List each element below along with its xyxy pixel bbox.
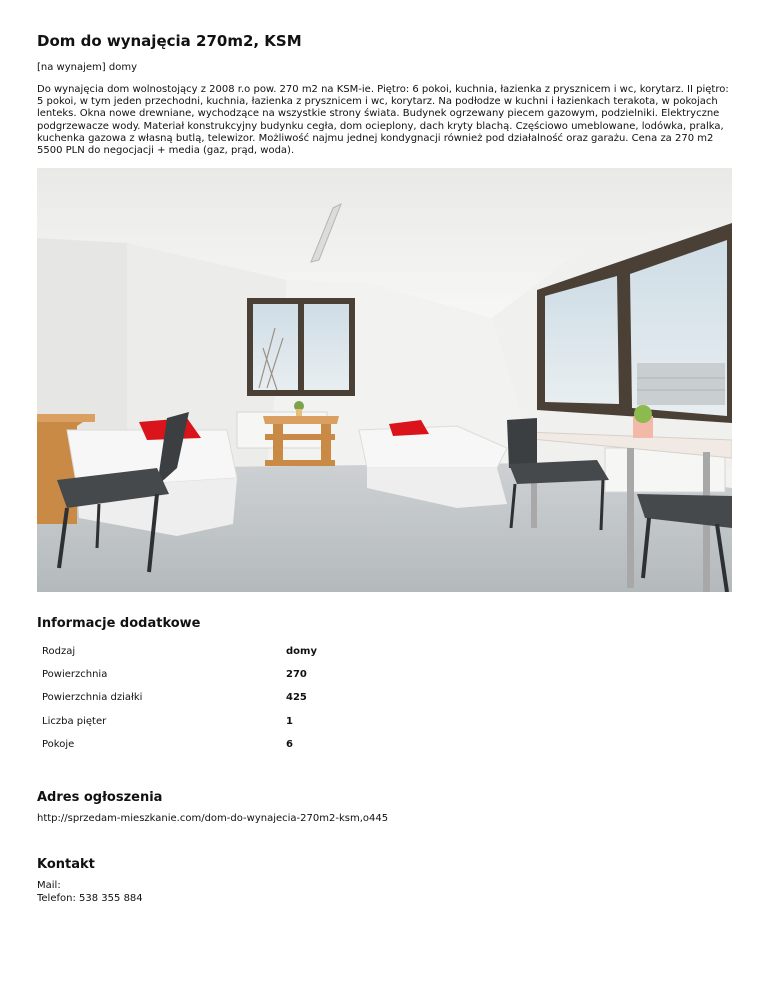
contact-phone [37, 893, 143, 904]
details-value: domy [286, 646, 317, 657]
listing-description: Do wynajęcia dom wolnostojący z 2008 r.o pow. 270 m2 na KSM-ie. Piętro: 6 pokoi, kuchnia, łazienka z prysznicem i wc, korytarz. II piętro: 5 pokoi, w tym jeden przechodni, kuchnia, łazienka z prysznicem i wc, korytarz. Na podłodze w kuchni i łazienkach terakota, w pokojach lenteks. Okna nowe drewniane, wychodzące na wszystkie strony świata. Budynek ogrzewany piecem gazowym, podzielniki. Elektryczne podgrzewacze wody. Materiał konstrukcyjny budynku cegła, dom ocieplony, dach kryty blachą. Częściowo umeblowane, lodówka, pralka, kuchenka gazowa z własną butlą, telewizor. Możliwość najmu jednej kondygnacji również pod działalność oraz garażu. Cena za 270 m2 5500 PLN do negocjacji + media (gaz, prąd, woda). [37, 84, 729, 157]
details-label: Rodzaj [42, 646, 76, 657]
contact-phone-number[interactable]: 538 355 884 [79, 893, 143, 904]
details-value: 6 [286, 739, 293, 750]
address-url[interactable]: http://sprzedam-mieszkanie.com/dom-do-wynajecia-270m2-ksm,o445 [37, 813, 389, 824]
details-label: Pokoje [42, 739, 75, 750]
details-label: Powierzchnia [42, 669, 108, 680]
details-value: 1 [286, 716, 293, 727]
listing-category: [na wynajem] domy [37, 62, 137, 73]
contact-phone-label: Telefon: [37, 893, 76, 904]
contact-mail [37, 880, 61, 891]
listing-title: Dom do wynajęcia 270m2, KSM [37, 32, 302, 50]
address-heading: Adres ogłoszenia [37, 790, 163, 805]
details-label: Liczba pięter [42, 716, 107, 727]
contact-heading: Kontakt [37, 857, 95, 872]
listing-photo [37, 168, 732, 592]
details-label: Powierzchnia działki [42, 692, 143, 703]
details-value: 270 [286, 669, 307, 680]
details-heading: Informacje dodatkowe [37, 616, 201, 631]
details-value: 425 [286, 692, 307, 703]
contact-mail-label: Mail: [37, 880, 61, 891]
